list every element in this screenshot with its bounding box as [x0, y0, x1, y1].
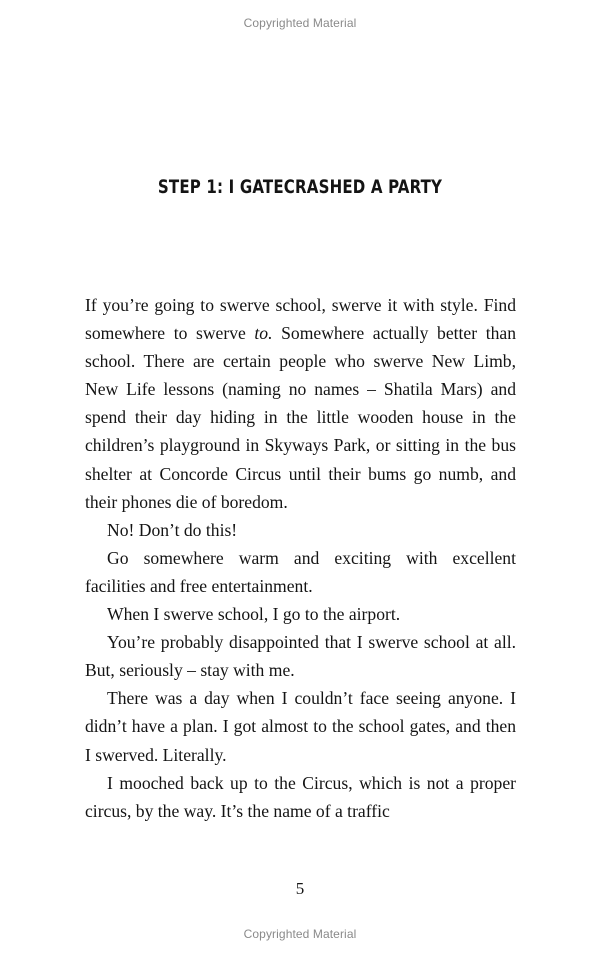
- body-text: [85, 291, 516, 825]
- paragraph-7: I mooched back up to the Circus, which is not a proper circus, by the way. It’s the name of a traffic: [85, 772, 516, 821]
- page-number: 5: [295, 879, 305, 898]
- paragraph-6: There was a day when I couldn’t face seeing anyone. I didn’t have a plan. I got almost to the school gates, and then I swerved. Literally.: [85, 688, 516, 765]
- chapter-title: STEP 1: I GATECRASHED A PARTY: [157, 176, 443, 198]
- paragraph-1-part-a: If you’re going to swerve school, swerve it with style. Find somewhere to swerve: [85, 295, 516, 344]
- paragraph-4: When I swerve school, I go to the airport.: [107, 604, 401, 625]
- paragraph-3: Go somewhere warm and exciting with excellent facilities and free entertainment.: [85, 547, 516, 596]
- paragraph-2: No! Don’t do this!: [107, 519, 238, 540]
- copyright-watermark-bottom: Copyrighted Material: [243, 927, 357, 941]
- paragraph-1: [85, 291, 516, 516]
- emphasis-to: to.: [254, 323, 273, 344]
- paragraph-1-part-b: Somewhere actually better than school. There are certain people who swerve New Limb, New Life lessons (naming no names – Shatila Mars) and spend their day hiding in the little wooden house in the children’s playground in Skyways Park, or sitting in the bus shelter at Concorde Circus until their bums go numb, and their phones die of boredom.: [85, 323, 516, 512]
- copyright-watermark-top: Copyrighted Material: [243, 16, 357, 30]
- paragraph-5: You’re probably disappointed that I swerve school at all. But, seriously – stay with me.: [85, 632, 516, 681]
